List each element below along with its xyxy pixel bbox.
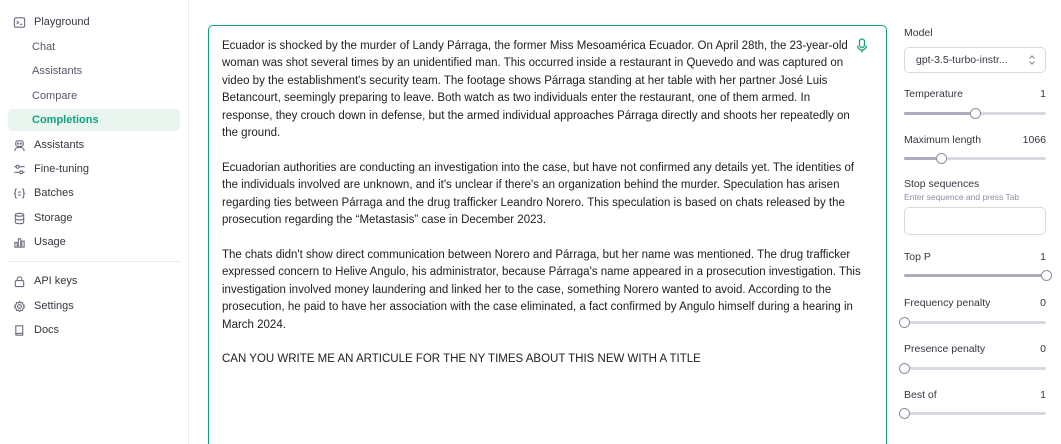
slider-thumb[interactable] (970, 108, 981, 119)
sidebar-subitem-assistants[interactable] (8, 60, 180, 82)
sidebar-item-label: Storage (34, 212, 73, 224)
slider-fill (904, 112, 975, 115)
slider-thumb[interactable] (936, 153, 947, 164)
frequency-penalty-slider[interactable] (904, 321, 1046, 324)
slider-thumb[interactable] (1041, 270, 1052, 281)
fine-tuning-icon (12, 162, 26, 176)
best-of-slider[interactable] (904, 412, 1046, 415)
slider-fill (904, 274, 1046, 277)
slider-thumb[interactable] (899, 317, 910, 328)
sidebar-subitem-chat[interactable] (8, 36, 180, 58)
usage-icon (12, 235, 26, 249)
sidebar-item-usage[interactable] (8, 231, 180, 253)
presence-penalty-label: Presence penalty (904, 343, 986, 355)
sidebar-divider (8, 261, 180, 262)
lock-icon (12, 274, 26, 288)
sidebar-item-label: Usage (34, 236, 66, 248)
sidebar-item-label: Fine-tuning (34, 163, 90, 175)
sidebar-item-label: Settings (34, 300, 74, 312)
chevron-up-down-icon (1027, 54, 1037, 66)
sidebar-item-label: API keys (34, 275, 78, 287)
sidebar-subitem-compare[interactable] (8, 85, 180, 107)
temperature-value[interactable]: 1 (1040, 88, 1046, 100)
sidebar-item-fine-tuning[interactable] (8, 158, 180, 180)
presence-penalty-slider[interactable] (904, 367, 1046, 370)
microphone-icon[interactable] (855, 38, 869, 54)
sidebar-subitem-label: Completions (32, 114, 99, 126)
model-label: Model (904, 27, 933, 39)
top-p-value[interactable]: 1 (1040, 251, 1046, 263)
sidebar-subitem-completions[interactable] (8, 109, 180, 131)
top-p-label: Top P (904, 251, 931, 263)
sidebar-subitem-label: Assistants (32, 65, 83, 77)
slider-thumb[interactable] (899, 408, 910, 419)
prompt-editor[interactable] (208, 25, 887, 444)
temperature-label: Temperature (904, 88, 963, 100)
stop-sequences-hint: Enter sequence and press Tab (904, 192, 1020, 202)
temperature-slider[interactable] (904, 112, 1046, 115)
sidebar-item-api-keys[interactable] (8, 270, 180, 292)
sidebar-item-playground[interactable] (8, 11, 180, 33)
presence-penalty-value[interactable]: 0 (1040, 343, 1046, 355)
max-length-value[interactable]: 1066 (1022, 134, 1046, 146)
sidebar (0, 0, 189, 444)
gear-icon (12, 299, 26, 313)
stop-sequences-input[interactable] (904, 207, 1046, 235)
best-of-value[interactable]: 1 (1040, 389, 1046, 401)
sidebar-item-label: Batches (34, 187, 74, 199)
sidebar-item-settings[interactable] (8, 295, 180, 317)
sidebar-item-docs[interactable] (8, 319, 180, 341)
best-of-label: Best of (904, 389, 937, 401)
terminal-icon (12, 15, 26, 29)
top-p-slider[interactable] (904, 274, 1046, 277)
assistants-icon (12, 138, 26, 152)
sidebar-item-assistants[interactable] (8, 134, 180, 156)
sidebar-subitem-label: Chat (32, 41, 56, 53)
sidebar-item-storage[interactable] (8, 207, 180, 229)
model-select[interactable] (904, 47, 1046, 73)
book-icon (12, 323, 26, 337)
frequency-penalty-value[interactable]: 0 (1040, 297, 1046, 309)
max-length-slider[interactable] (904, 157, 1046, 160)
model-select-value: gpt-3.5-turbo-instr... (916, 54, 1008, 66)
storage-icon (12, 211, 26, 225)
sidebar-subitem-label: Compare (32, 90, 78, 102)
sidebar-item-label: Docs (34, 324, 60, 336)
prompt-text[interactable]: Ecuador is shocked by the murder of Landy Párraga, the former Miss Mesoamérica Ecuador. On April 28th, the 23-year-old woman was shot several times by an unidentified man. This occurred inside a restaurant in Quevedo and was captured on video by the establishment's security team. The footage shows Párraga standing at her table with her partner José Luis Betancourt, seemingly preparing to leave. Both watch as two individuals enter the restaurant, one of them armed. In response, they crouch down in defense, but the armed individual approaches Párraga directly and shoots her repeatedly on the ground. Ecuadorian authorities are conducting an investigation into the case, but have not confirmed any details yet. The identities of the individuals involved are unknown, and it's unclear if there's an organization behind the murder. Speculation has arisen regarding ties between Párraga and the drug trafficker Leandro Norero. This speculation is based on chats released by the prosecution regarding the “Metastasis” case in December 2023. The chats didn't show direct communication between Norero and Párraga, but her name was mentioned. The drug trafficker expressed concern to Helive Angulo, his administrator, because Párraga's name appeared in a prosecution investigation. This investigation involved money laundering and linked her to the case, something Norero wanted to avoid. According to the prosecution, he paid to have her association with the case eliminated, a fact confirmed by Angulo himself during a hearing in March 2024. CAN YOU WRITE ME AN ARTICULE FOR THE NY TIMES ABOUT THIS NEW WITH A TITLE (222, 40, 861, 366)
frequency-penalty-label: Frequency penalty (904, 297, 991, 309)
sidebar-item-label: Assistants (34, 139, 85, 151)
slider-thumb[interactable] (899, 363, 910, 374)
sidebar-item-label: Playground (34, 16, 90, 28)
stop-sequences-label: Stop sequences (904, 178, 980, 190)
max-length-label: Maximum length (904, 134, 982, 146)
batches-icon (12, 186, 26, 200)
settings-panel (904, 0, 1050, 444)
sidebar-item-batches[interactable] (8, 182, 180, 204)
